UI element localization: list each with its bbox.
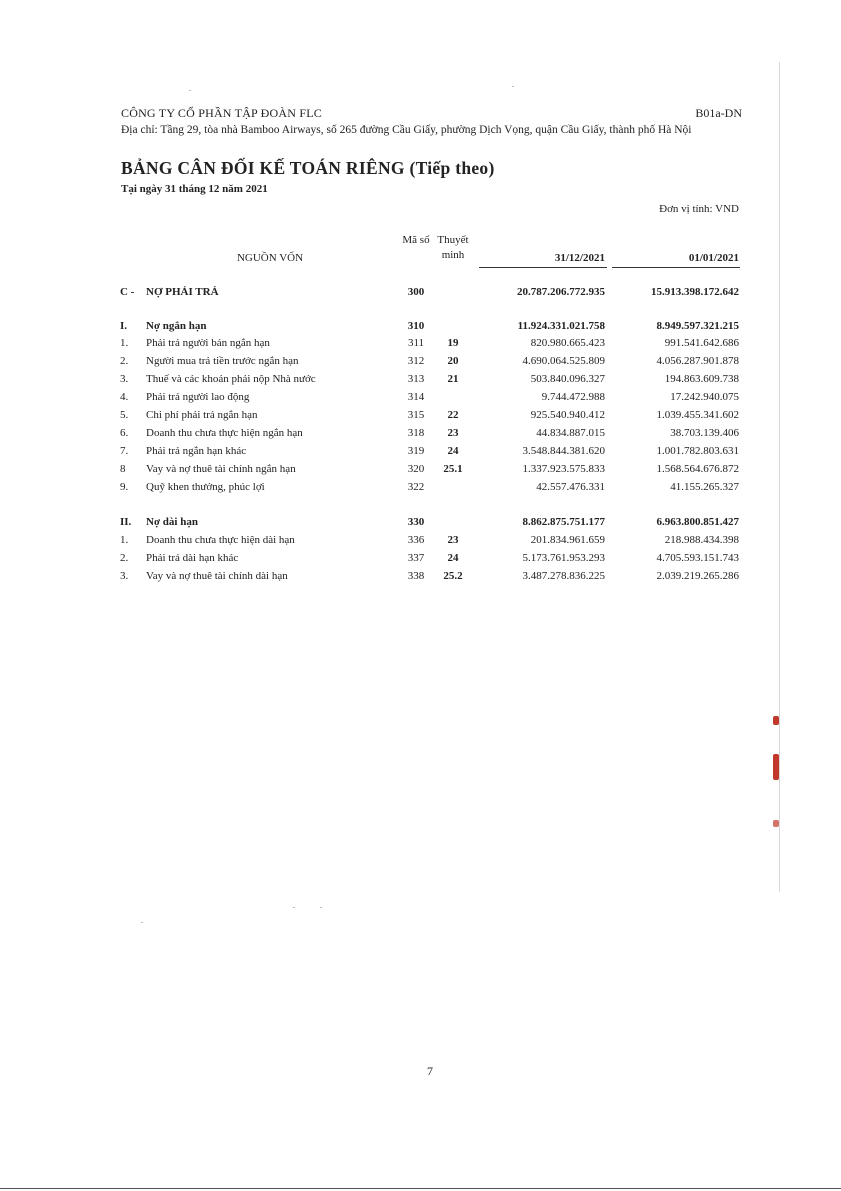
- row-number: C -: [120, 286, 135, 298]
- row-value-current: 4.690.064.525.809: [522, 355, 605, 367]
- row-code: 315: [407, 409, 425, 421]
- page-number: 7: [427, 1064, 433, 1078]
- row-value-prior: 194.863.609.738: [664, 373, 739, 385]
- page-title: BẢNG CÂN ĐỐI KẾ TOÁN RIÊNG (Tiếp theo): [121, 158, 495, 178]
- column-header-underline: [612, 267, 740, 268]
- row-value-prior: 38.703.139.406: [670, 427, 739, 439]
- row-note: 23: [447, 427, 459, 439]
- row-value-prior: 1.039.455.341.602: [656, 409, 739, 421]
- page-bottom-border: [0, 1188, 841, 1189]
- row-value-current: 9.744.472.988: [541, 391, 605, 403]
- row-label: Phải trả người bán ngắn hạn: [146, 337, 270, 349]
- row-value-current: 201.834.961.659: [530, 534, 605, 546]
- row-label: Vay và nợ thuê tài chính dài hạn: [146, 570, 288, 582]
- row-number: 1.: [120, 337, 129, 349]
- row-note: 21: [447, 373, 459, 385]
- scan-speck: [512, 86, 514, 87]
- row-value-current: 925.540.940.412: [530, 409, 605, 421]
- table-row: [0, 445, 841, 462]
- table-row: [0, 552, 841, 569]
- row-number: 5.: [120, 409, 129, 421]
- row-value-prior: 4.056.287.901.878: [656, 355, 739, 367]
- row-code: 336: [407, 534, 425, 546]
- table-row: [0, 337, 841, 354]
- row-value-current: 5.173.761.953.293: [522, 552, 605, 564]
- row-note: 20: [447, 355, 459, 367]
- scan-speck: [293, 907, 295, 908]
- currency-unit: Đơn vị tính: VND: [659, 203, 739, 215]
- table-row: [0, 463, 841, 480]
- row-value-current: 44.834.887.015: [536, 427, 605, 439]
- row-code: 312: [407, 355, 425, 367]
- scan-speck: [189, 90, 191, 91]
- row-value-current: 820.980.665.423: [530, 337, 605, 349]
- row-number: 9.: [120, 481, 129, 493]
- row-value-prior: 2.039.219.265.286: [656, 570, 739, 582]
- row-value-current: 3.548.844.381.620: [522, 445, 605, 457]
- row-note: 23: [447, 534, 459, 546]
- table-row: [0, 409, 841, 426]
- row-note: 24: [447, 552, 459, 564]
- row-label: Người mua trả tiền trước ngắn hạn: [146, 355, 299, 367]
- row-number: 1.: [120, 534, 129, 546]
- seal-stamp-fragment: [773, 754, 779, 780]
- row-code: 310: [407, 320, 425, 332]
- row-number: 3.: [120, 373, 129, 385]
- row-value-current: 8.862.875.751.177: [522, 516, 605, 528]
- row-code: 337: [407, 552, 425, 564]
- table-row: [0, 373, 841, 390]
- row-number: 7.: [120, 445, 129, 457]
- row-number: 2.: [120, 355, 129, 367]
- row-code: 314: [407, 391, 425, 403]
- scan-speck: [141, 922, 143, 923]
- seal-stamp-fragment: [773, 820, 779, 827]
- row-label: Chi phí phải trả ngắn hạn: [146, 409, 258, 421]
- row-number: 3.: [120, 570, 129, 582]
- row-value-current: 20.787.206.772.935: [517, 286, 605, 298]
- row-value-current: 11.924.331.021.758: [517, 320, 605, 332]
- row-label: Phải trả người lao động: [146, 391, 250, 403]
- row-value-current: 3.487.278.836.225: [522, 570, 605, 582]
- row-label: Quỹ khen thưởng, phúc lợi: [146, 481, 265, 493]
- row-value-prior: 8.949.597.321.215: [656, 320, 739, 332]
- row-code: 319: [407, 445, 425, 457]
- row-label: Nợ ngắn hạn: [146, 320, 207, 332]
- row-note: 24: [447, 445, 459, 457]
- row-number: 2.: [120, 552, 129, 564]
- row-value-prior: 1.568.564.676.872: [656, 463, 739, 475]
- row-value-current: 42.557.476.331: [536, 481, 605, 493]
- row-code: 313: [407, 373, 425, 385]
- row-number: II.: [120, 516, 132, 528]
- row-label: Vay và nợ thuê tài chính ngắn hạn: [146, 463, 296, 475]
- table-row: [0, 534, 841, 551]
- table-row-short-term: [0, 320, 841, 337]
- column-header-31-12-2021: 31/12/2021: [554, 252, 605, 264]
- row-code: 311: [407, 337, 425, 349]
- row-value-prior: 6.963.800.851.427: [656, 516, 739, 528]
- row-value-prior: 4.705.593.151.743: [656, 552, 739, 564]
- table-row: [0, 355, 841, 372]
- row-value-current: 503.840.096.327: [530, 373, 605, 385]
- column-header-underline: [479, 267, 607, 268]
- row-value-prior: 17.242.940.075: [670, 391, 739, 403]
- row-value-prior: 15.913.398.172.642: [651, 286, 739, 298]
- row-code: 330: [407, 516, 425, 528]
- row-note: 19: [447, 337, 459, 349]
- row-label: Phải trả dài hạn khác: [146, 552, 239, 564]
- row-value-prior: 1.001.782.803.631: [656, 445, 739, 457]
- table-row: [0, 570, 841, 587]
- row-label: NỢ PHẢI TRẢ: [146, 286, 219, 298]
- row-number: 4.: [120, 391, 129, 403]
- row-number: 8: [120, 463, 126, 475]
- row-code: 322: [407, 481, 425, 493]
- report-date: Tại ngày 31 tháng 12 năm 2021: [121, 183, 268, 195]
- seal-stamp-fragment: [773, 716, 779, 725]
- row-code: 320: [407, 463, 425, 475]
- column-header-code: Mã số: [402, 234, 430, 246]
- row-value-prior: 991.541.642.686: [664, 337, 739, 349]
- table-row-total-liabilities: [0, 286, 841, 303]
- row-code: 300: [407, 286, 425, 298]
- scan-speck: [320, 907, 322, 908]
- row-number: I.: [120, 320, 128, 332]
- row-value-prior: 41.155.265.327: [670, 481, 739, 493]
- row-number: 6.: [120, 427, 129, 439]
- row-note: 25.2: [443, 570, 463, 582]
- column-header-01-01-2021: 01/01/2021: [688, 252, 739, 264]
- row-code: 318: [407, 427, 425, 439]
- table-row: [0, 481, 841, 498]
- row-value-prior: 218.988.434.398: [664, 534, 739, 546]
- table-row: [0, 391, 841, 408]
- company-address: Địa chỉ: Tầng 29, tòa nhà Bamboo Airways, số 265 đường Cầu Giấy, phường Dịch Vọng, quận Cầu Giấy, thành phố Hà Nội: [121, 124, 692, 136]
- table-row: [0, 427, 841, 444]
- row-note: 22: [447, 409, 459, 421]
- column-header-source: NGUỒN VỐN: [236, 252, 304, 264]
- row-code: 338: [407, 570, 425, 582]
- row-value-current: 1.337.923.575.833: [522, 463, 605, 475]
- row-label: Doanh thu chưa thực hiện ngắn hạn: [146, 427, 303, 439]
- column-header-note: Thuyết minh: [437, 234, 469, 261]
- row-note: 25.1: [443, 463, 463, 475]
- form-code: B01a-DN: [695, 106, 742, 120]
- table-row-long-term: [0, 516, 841, 533]
- row-label: Thuế và các khoản phải nộp Nhà nước: [146, 373, 316, 385]
- row-label: Phải trả ngắn hạn khác: [146, 445, 247, 457]
- company-name: CÔNG TY CỔ PHẦN TẬP ĐOÀN FLC: [121, 106, 322, 120]
- row-label: Nợ dài hạn: [146, 516, 198, 528]
- row-label: Doanh thu chưa thực hiện dài hạn: [146, 534, 295, 546]
